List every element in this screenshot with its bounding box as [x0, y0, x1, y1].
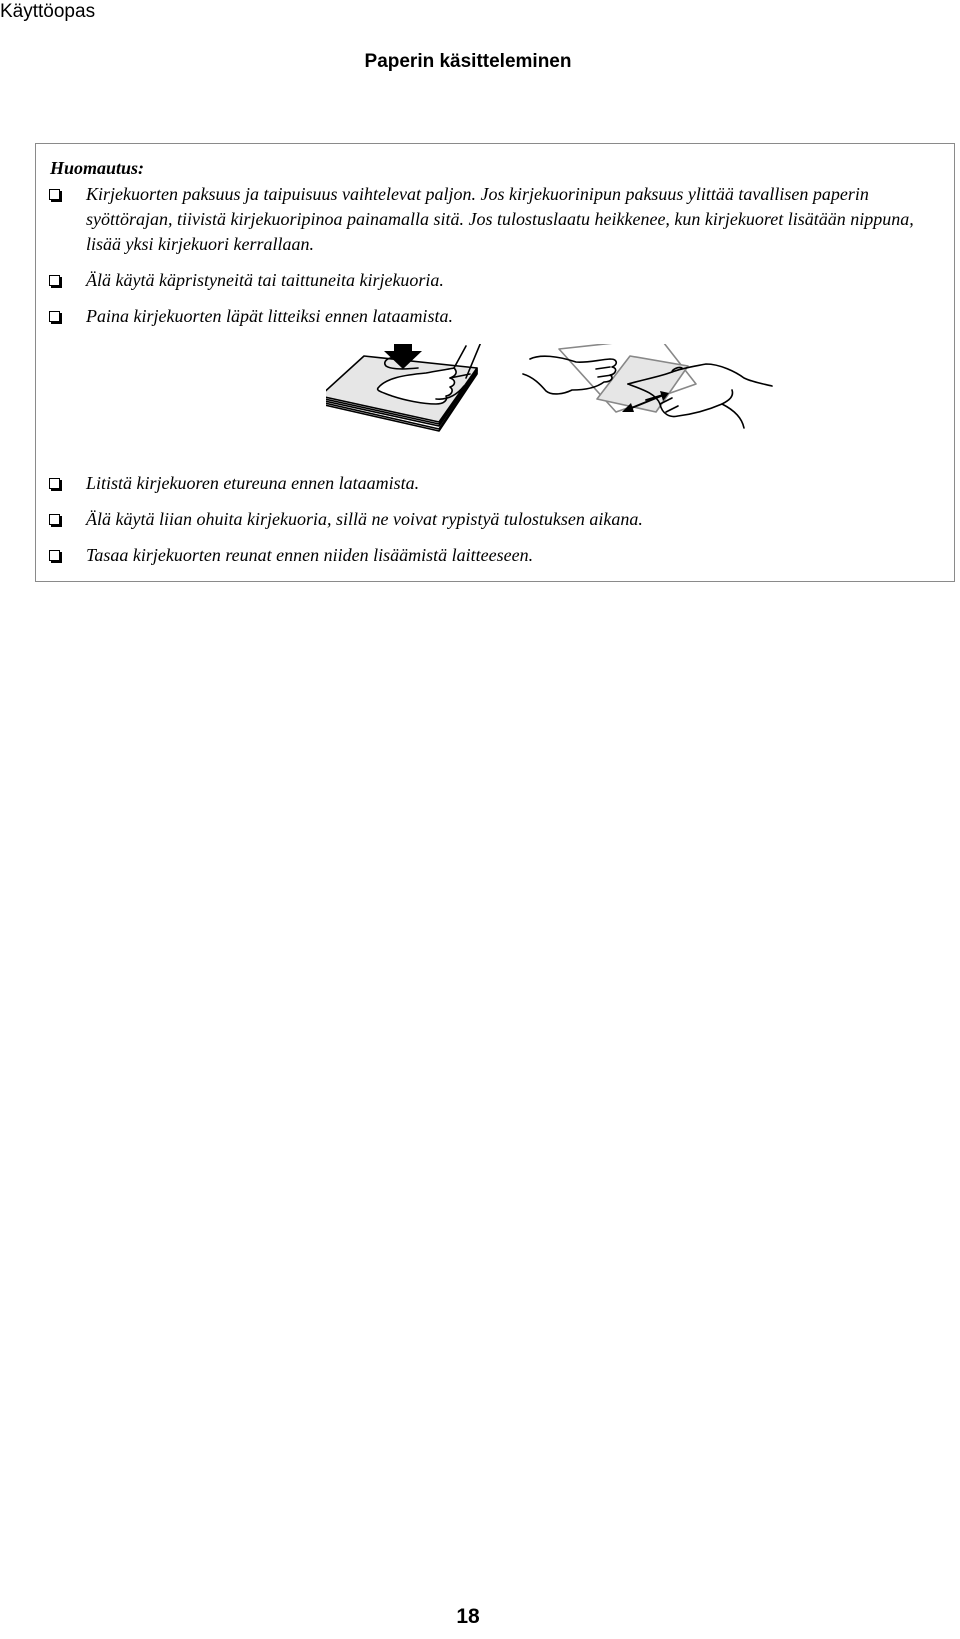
note-item-flatten-leading-edge	[48, 471, 938, 496]
checkbox-bullet-icon	[49, 514, 60, 525]
note-item-text: Paina kirjekuorten läpät litteiksi ennen lataamista.	[86, 306, 453, 326]
note-item-flatten-flaps	[48, 304, 938, 329]
section-title: Paperin käsitteleminen	[364, 51, 572, 72]
note-item-text: Kirjekuorten paksuus ja taipuisuus vaihtelevat paljon. Jos kirjekuorinipun paksuus ylittää tavallisen paperin syöttörajan, tiivistä kirjekuoripinoa painamalla sitä. Jos tulostuslaatu heikkenee, kun kirjekuoret lisätään nippuna, lisää yksi kirjekuori kerrallaan.	[86, 184, 914, 254]
note-box	[35, 143, 955, 582]
checkbox-bullet-icon	[49, 311, 60, 322]
note-item-text: Tasaa kirjekuorten reunat ennen niiden lisäämistä laitteeseen.	[86, 545, 534, 565]
checkbox-bullet-icon	[49, 478, 60, 489]
document-header: Käyttöopas	[0, 1, 96, 22]
checkbox-bullet-icon	[49, 550, 60, 561]
note-item-thin-envelopes	[48, 507, 938, 532]
note-item-text: Litistä kirjekuoren etureuna ennen lataamista.	[86, 473, 420, 493]
note-item-align-edges	[48, 543, 938, 568]
page-number: 18	[456, 1605, 480, 1628]
note-item-envelope-thickness	[48, 182, 938, 257]
note-item-text: Älä käytä liian ohuita kirjekuoria, sillä ne voivat rypistyä tulostuksen aikana.	[86, 509, 643, 529]
checkbox-bullet-icon	[49, 189, 60, 200]
note-item-text: Älä käytä käpristyneitä tai taittuneita kirjekuoria.	[86, 270, 444, 290]
envelope-handling-illustration	[326, 344, 806, 464]
note-list-bottom	[48, 471, 938, 579]
flatten-envelope-edge-icon	[523, 344, 772, 428]
note-list-top	[48, 182, 938, 340]
note-heading: Huomautus:	[50, 158, 145, 178]
note-item-curled-envelopes	[48, 268, 938, 293]
checkbox-bullet-icon	[49, 275, 60, 286]
